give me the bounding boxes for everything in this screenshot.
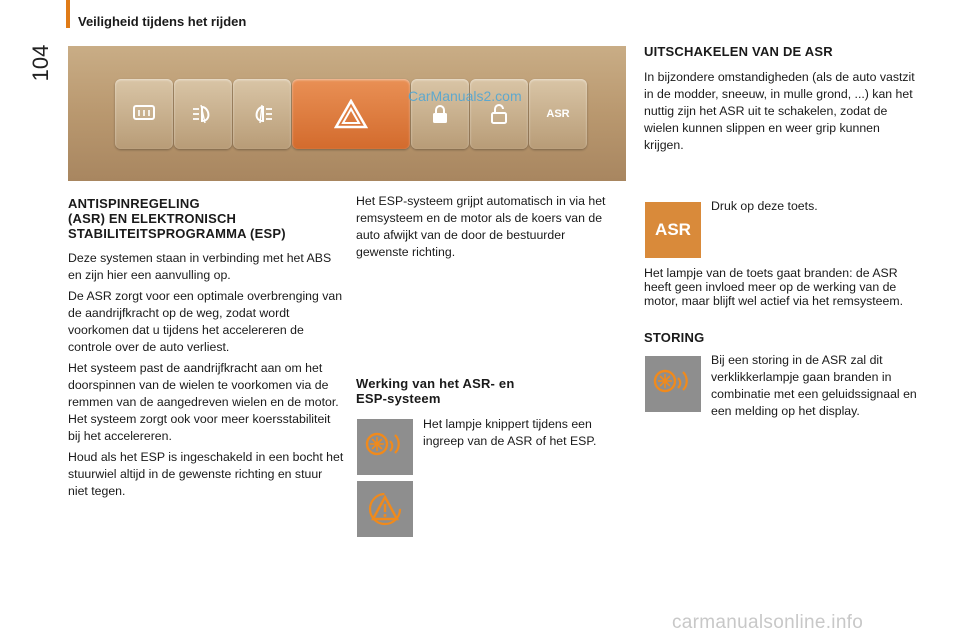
- fault-title: [644, 330, 916, 345]
- hazard-warning-button[interactable]: [292, 79, 410, 149]
- page-header: Veiligheid tijdens het rijden: [78, 14, 247, 29]
- fault-heading: STORING: [644, 330, 705, 345]
- esp-warning-lamp-tile: [357, 419, 413, 475]
- esp-intro: [356, 193, 618, 261]
- press-instruction: [711, 198, 911, 215]
- section-title-line-1: ANTISPINREGELING: [68, 196, 200, 211]
- paragraph: Deze systemen staan in verbinding met het ABS en zijn hier een aanvulling op.: [68, 251, 332, 282]
- subtitle-line-1: Werking van het ASR- en: [356, 376, 515, 391]
- asr-fault-lamp-tile: [645, 356, 701, 412]
- paragraph: Het systeem past de aandrijfkracht aan om het doorspinnen van de wielen te voorkomen via de remmen van de aangedreven wielen en de motor. Het systeem zorgt ook voor meer koersstabiliteit bij het accelereren.: [68, 361, 339, 443]
- hazard-warning-icon: [334, 99, 368, 129]
- lamp-text: Het lampje van de toets gaat branden: de ASR heeft geen invloed meer op de werking van de motor, maar blijft wel actief via het remsysteem.: [644, 266, 904, 308]
- disable-intro: In bijzondere omstandigheden (als de auto vastzit in de modder, sneeuw, in mulle grond, ...) kan het nuttig zijn het ASR uit te schakelen, zodat de wielen kunnen slippen en weer grip kunnen krijgen.: [644, 70, 915, 152]
- disable-title: UITSCHAKELEN VAN DE ASR: [644, 44, 833, 59]
- lamp-description: [644, 266, 916, 308]
- front-fog-button[interactable]: [174, 79, 232, 149]
- triangle-warning-lamp-tile: [357, 481, 413, 537]
- header-accent-bar: [66, 0, 70, 28]
- blink-text: Het lampje knippert tijdens een ingreep van de ASR of het ESP.: [423, 417, 597, 448]
- central-lock-icon: [430, 103, 450, 125]
- front-fog-icon: [190, 103, 216, 125]
- section-title-line-2: (ASR) EN ELEKTRONISCH: [68, 211, 237, 226]
- esp-warning-icon: [363, 427, 407, 468]
- asr-disable-section: [644, 44, 916, 154]
- asr-button[interactable]: ASR: [529, 79, 587, 149]
- section-title-line-3: STABILITEITSPROGRAMMA (ESP): [68, 226, 286, 241]
- subtitle-line-2: ESP-systeem: [356, 391, 441, 406]
- watermark: CarManuals2.com: [408, 88, 522, 104]
- rear-fog-icon: [249, 103, 275, 125]
- fault-description: [711, 352, 917, 420]
- press-text: Druk op deze toets.: [711, 199, 818, 213]
- fault-text: Bij een storing in de ASR zal dit verklikkerlampje gaan branden in combinatie met een geluidssignaal en een melding op het display.: [711, 353, 917, 418]
- triangle-warning-icon: [363, 487, 407, 532]
- blink-description: [423, 416, 618, 450]
- rear-fog-button[interactable]: [233, 79, 291, 149]
- paragraph: De ASR zorgt voor een optimale overbrenging van de aandrijfkracht op de weg, zodat wordt voorkomen dat u tijdens het accelereren de controle over de auto verliest.: [68, 289, 343, 354]
- asr-esp-section: [68, 196, 344, 500]
- esp-intro-text: Het ESP-systeem grijpt automatisch in via het remsysteem en de motor als de koers van de auto afwijkt van de door de bestuurder gewenste richting.: [356, 194, 606, 259]
- rear-defrost-button[interactable]: [115, 79, 173, 149]
- asr-switch-tile: ASR: [645, 202, 701, 258]
- esp-warning-icon: [651, 364, 695, 405]
- rear-defrost-icon: [131, 103, 157, 125]
- central-unlock-icon: [489, 103, 509, 125]
- page-number: 104: [28, 44, 53, 82]
- operation-subtitle: [356, 376, 618, 406]
- paragraph: Houd als het ESP is ingeschakeld in een bocht het stuurwiel altijd in de gewenste richting en stuur niet tegen.: [68, 450, 344, 498]
- footer-watermark: carmanualsonline.info: [672, 612, 864, 633]
